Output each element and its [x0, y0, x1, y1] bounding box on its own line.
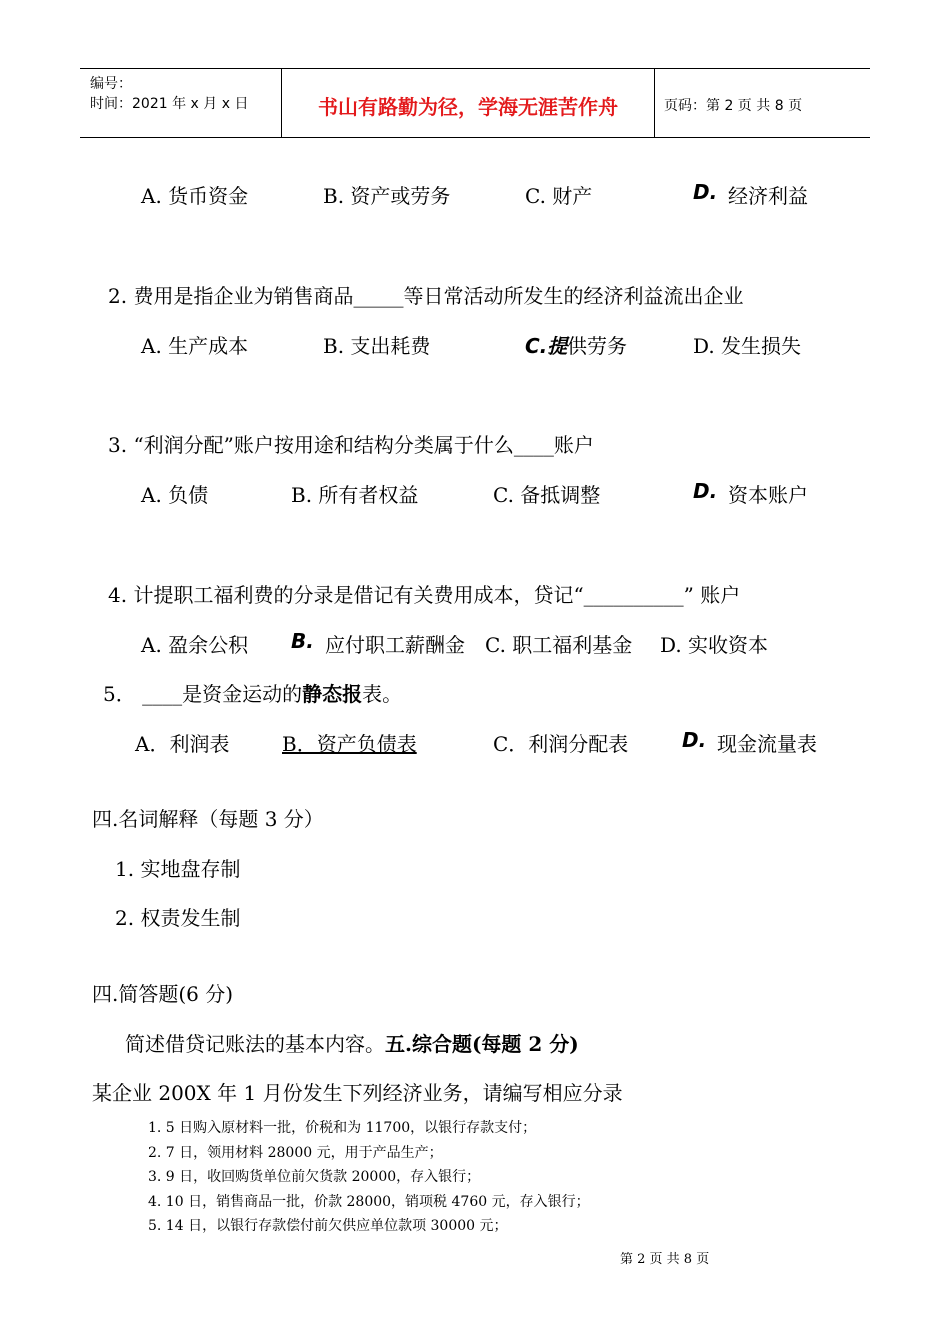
q3-option-d: 资本账户	[728, 483, 808, 507]
date-label: 时间：2021 年 x 月 x 日	[90, 96, 249, 112]
q5-option-d-letter: D.	[682, 728, 707, 752]
q2-option-c: 供劳务	[567, 334, 627, 358]
page-info: 页码：第 2 页 共 8 页	[664, 98, 803, 114]
q5-option-a: A．利润表	[135, 732, 230, 756]
q5-stem-pre: 5． ____是资金运动的	[103, 682, 303, 706]
q5-option-b: B．资产负债表	[282, 732, 417, 756]
motto: 书山有路勤为径，学海无涯苦作舟	[318, 95, 618, 119]
q3-option-c: C. 备抵调整	[493, 483, 601, 507]
q4-option-b: 应付职工薪酬金	[325, 633, 465, 657]
term-item: 1. 实地盘存制	[115, 857, 241, 881]
q1-option-c: C. 财产	[525, 184, 593, 208]
q1-option-b: B. 资产或劳务	[323, 184, 451, 208]
q2-stem: 2. 费用是指企业为销售商品_____等日常活动所发生的经济利益流出企业	[108, 284, 744, 308]
short-answer-line	[125, 1028, 579, 1057]
motto-cell	[281, 69, 655, 137]
q5-stem-post: 表。	[362, 682, 403, 706]
q4-option-a: A. 盈余公积	[141, 633, 249, 657]
q2-option-d: D. 发生损失	[693, 334, 802, 358]
q5-stem-bold: 静态报	[302, 682, 363, 706]
q3-stem: 3. “利润分配”账户按用途和结构分类属于什么____账户	[108, 433, 594, 457]
page-header	[80, 68, 870, 138]
transaction-item: 3. 9 日，收回购货单位前欠货款 20000，存入银行；	[148, 1169, 481, 1185]
q3-option-b: B. 所有者权益	[291, 483, 419, 507]
transaction-item: 1. 5 日购入原材料一批，价税和为 11700，以银行存款支付；	[148, 1120, 537, 1136]
section4-title: 四.名词解释（每题 3 分）	[92, 807, 324, 831]
transaction-item: 4. 10 日，销售商品一批，价款 28000，销项税 4760 元，存入银行；	[148, 1194, 590, 1210]
q3-option-d-letter: D.	[693, 479, 718, 503]
transaction-item: 5. 14 日，以银行存款偿付前欠供应单位款项 30000 元；	[148, 1218, 508, 1234]
serial-label: 编号：	[90, 76, 132, 92]
term-item: 2. 权责发生制	[115, 906, 241, 930]
q5-option-c: C．利润分配表	[493, 732, 629, 756]
section4b-title: 四.简答题(6 分)	[92, 982, 234, 1006]
q1-option-d: 经济利益	[728, 184, 808, 208]
page-footer: 第 2 页 共 8 页	[620, 1252, 710, 1267]
q5-option-d: 现金流量表	[717, 732, 817, 756]
transaction-item: 2. 7 日，领用材料 28000 元，用于产品生产；	[148, 1145, 443, 1161]
q2-option-c-letter: C.提	[525, 334, 568, 358]
q5-stem	[103, 678, 402, 707]
q4-stem: 4. 计提职工福利费的分录是借记有关费用成本，贷记“__________” 账户	[108, 583, 741, 607]
q2-option-a: A. 生产成本	[141, 334, 249, 358]
section5-title: 五.综合题(每题 2 分)	[385, 1032, 579, 1056]
q2-option-b: B. 支出耗费	[323, 334, 431, 358]
q4-option-c: C. 职工福利基金	[485, 633, 633, 657]
short-answer-question: 简述借贷记账法的基本内容。	[125, 1032, 385, 1056]
q3-option-a: A. 负债	[141, 483, 209, 507]
section5-intro: 某企业 200X 年 1 月份发生下列经济业务，请编写相应分录	[92, 1081, 623, 1105]
q1-option-a: A. 货币资金	[141, 184, 249, 208]
q4-option-b-letter: B.	[291, 629, 314, 653]
q4-option-d: D. 实收资本	[660, 633, 769, 657]
q1-option-d-letter: D.	[693, 180, 718, 204]
